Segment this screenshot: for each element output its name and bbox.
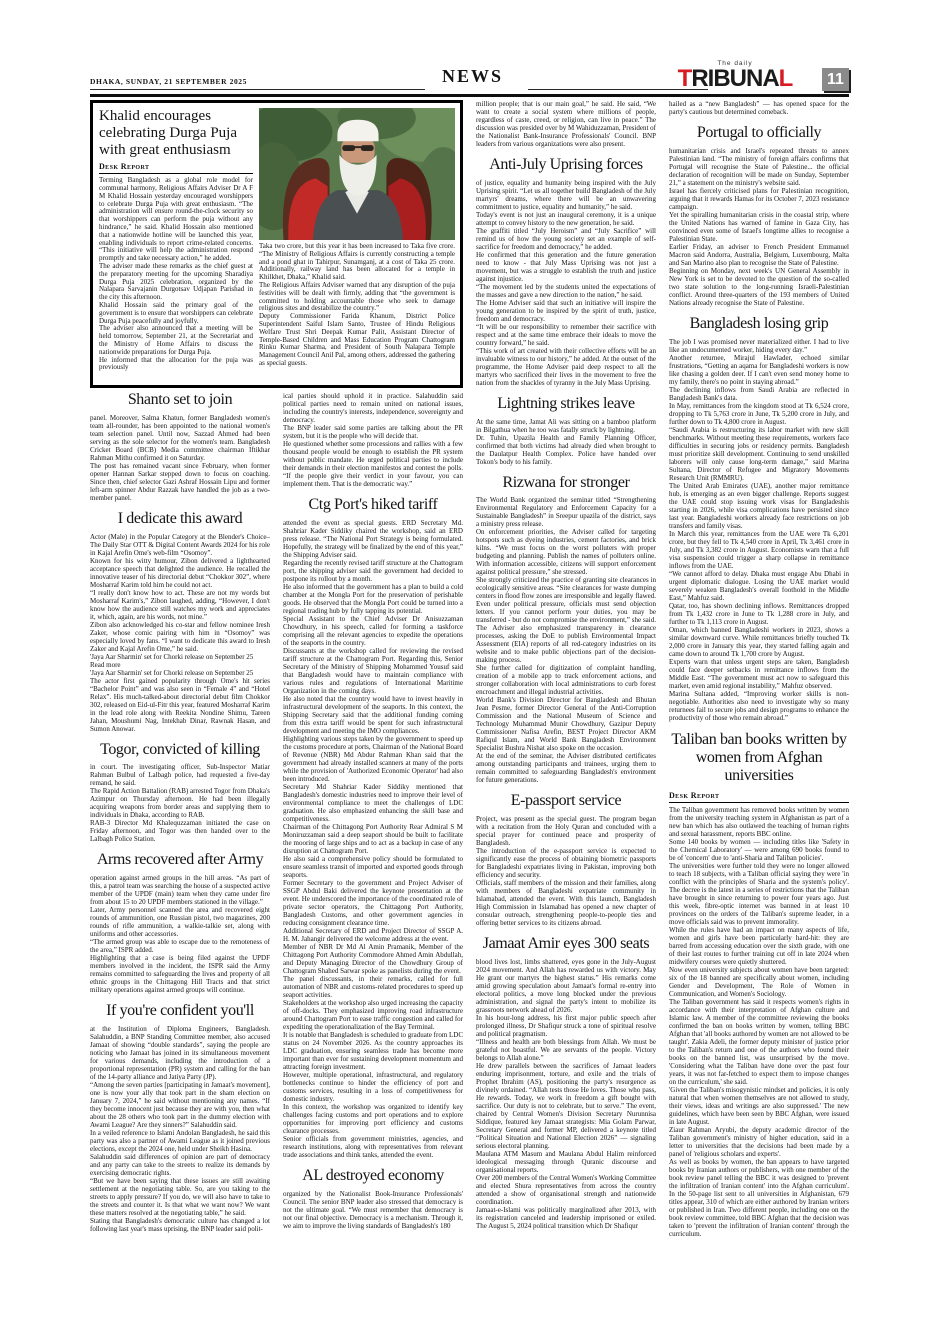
article-if-youre-confident (90, 1003, 270, 1233)
paragraph: Over 200 members of the Central Women's Working Committee and elected Shura representatives from across the country attended a show of organisational strength and nationwide coordination. (476, 1173, 656, 1206)
article-body (90, 1025, 270, 1233)
article-body (476, 815, 656, 927)
header-rule-left (90, 89, 425, 90)
paragraph: Jamaat-e-Islami was politically marginalized after 2013, with its registration canceled and leadership imprisoned or exiled. The August 5, 2024 political transition which Dr Shafiqur (476, 1205, 656, 1230)
headline: AL destroyed economy (302, 1166, 444, 1184)
paragraph: Terming Bangladesh as a global role model for communal harmony, Religious Affairs Adviser Dr A F M Khalid Hossain yesterday encouraged worshippers to celebrate Durga Puja with great enthusiasm. “The administration will ensure round-the-clock security so that worshippers can perform the puja without any hindrance,” he said. Khalid Hossain also mentioned that a nationwide hotline will be launched this year, enabling individuals to report crime-related concerns. “This initiative will help the administration respond promptly and take necessary action,” he added. (99, 176, 253, 263)
article-togor-convicted (90, 742, 270, 844)
paragraph: Today's event is not just an inaugural ceremony, it is a unique attempt to convey history to the new generation, he said. (476, 210, 656, 227)
paragraph: operation against armed groups in the hill areas. “As part of this, a patrol team was searching the house of a suspected active member of the UPDF (main) team when they came under fire from about 15 to 20 UPDF members stationed in the village.” (90, 874, 270, 907)
paragraph: World Bank's Division Director for Bangladesh and Bhutan Jean Pesme, former Director General of the Anti-Corruption Commission and the National Museum of Science and Technology Muhammad Munir Chowdhury, Gazipur Deputy Commissioner Nafisa Arefin, BEST Project Director AKM Rafiqul Islam, and World Bank Bangladesh Environment Specialist Bushra Nishat also spoke on the occasion. (476, 696, 656, 753)
paragraph: “I really don't know how to act. These are not my words but Mosharraf Karim's,” Zibon laughed, adding, “However, I don't know how the audience still watches my work and appreciates it, which, again, are his words, not mine.” (90, 588, 270, 621)
headline: I dedicate this award (117, 509, 243, 527)
headline: Arms recovered after Army (96, 851, 264, 869)
paragraph: In May, remittances from the kingdom stood at Tk 6,524 crore, dropping to Tk 5,763 crore in June, Tk 5,200 crore in July, and further down to Tk 4,800 crore in August. (669, 401, 849, 426)
paragraph: Experts warn that unless urgent steps are taken, Bangladesh could face deeper setbacks in remittance inflows from the Middle East. “The government must act now to safeguard this market, even amid regional instability,” Mahfuz observed. (669, 657, 849, 690)
adviser-portrait-photo (259, 108, 455, 240)
headline: If you're confident you'll (106, 1002, 254, 1020)
headline: Togor, convicted of killing (100, 740, 260, 758)
article-body (90, 533, 270, 733)
article-jamaat-amir-300-seats (476, 936, 656, 1230)
paragraph: While the rules have had an impact on many aspects of life, women and girls have been particularly hard-hit: they are barred from accessing education over the sixth grade, with one of their last routes to further training cut off in late 2024 when midwifery courses were quietly shuttered. (669, 925, 849, 966)
paragraph: Project, was present as the special guest. The program began with a recitation from the Holy Quran and concluded with a special prayer for continued peace and prosperity of Bangladesh. (476, 815, 656, 848)
page-number-badge: 11 (822, 68, 849, 91)
paragraph: The universities were further told they were no longer allowed to teach 18 subjects, with a Taliban official saying they were 'in conflict with the principles of Sharia and the system's policy'. The decree is the latest in a series of restrictions that the Taliban have brought in since returning to power four years ago. Just this week, fibre-optic internet was banned in at least 10 provinces on the orders of the Taliban's supreme leader, in a move officials said was to prevent immorality. (669, 861, 849, 926)
paragraph: Ziaur Rahman Aryubi, the deputy academic director of the Taliban government's ministry of higher education, said in a letter to universities that the decisions had been made by a panel of 'religious scholars and experts'. (669, 1125, 849, 1158)
paragraph: Highlighting various steps taken by the government to speed up the customs procedure at ports, Chairman of the National Board of Revenue (NBR) Md Abdur Rahman Khan said that the government had already installed scanners at many of the ports while the provision of 'Authorized Economic Operator' had also been introduced. (283, 734, 463, 783)
paragraph: The Taliban government has removed books written by women from the university teaching system in Afghanistan as part of a new ban which has also outlawed the teaching of human rights and sexual harassment, reports BBC online. (669, 805, 849, 838)
continuation-text (669, 100, 849, 116)
paragraph: panel. Moreover, Salma Khatun, former Bangladesh women's team all-rounder, has been appointed to the national women's team selection panel. Until now, Sazzad Ahmed had been serving as the sole selector for the women's team. Bangladesh Cricket Board (BCB) Media committee chairman Iftikhar Rahman Mithu confirmed it on Saturday. (90, 413, 270, 462)
paragraph: As well as books by women, the ban appears to have targeted books by Iranian authors or publishers, with one member of the book review panel telling the BBC it was designed to 'prevent the infiltration of Iranian content' into the Afghan curriculum'. In the 50-page list sent to all universities in Afghanistan, 679 titles appear, 310 of which are either authored by Iranian writers or published in Iran. Two different people, including one on the book review committee, told BBC Afghan that the decision was taken to 'prevent the infiltration of Iranian content' through the curriculum. (669, 1157, 849, 1238)
header-rule-thick (90, 94, 849, 97)
lead-article-right-column (259, 108, 455, 381)
paragraph: The BNP leader said some parties are talking about the PR system, but it is the people who will decide that. (283, 424, 463, 440)
paragraph: He questioned whether some processions and rallies with a few thousand people would be enough to establish the PR system without public mandate. He urged political parties to include their demands in their election manifestos and contest the polls. “If the people give their verdict in your favour, you can implement them. That is the democratic way.” (283, 440, 463, 488)
paragraph: Khalid Hossain said the primary goal of the government is to ensure that worshippers can celebrate Durga Puja peacefully and joyfully. (99, 301, 253, 325)
paragraph: She strongly criticized the practice of granting site clearances in ecologically sensitive areas. “Site clearances for waste dumping centers in flood flow zones are irresponsible and legally flawed. Even under political pressure, officials must send objection letters. If you cannot perform your duties, you may be transferred - but do not compromise the environment,” she said. The Adviser also emphasized transparency in clearance processes, asking the DoE to publish Environmental Impact Assessment (EIA) reports of all red-category industries on its website and to make public objections part of the decision-making process. (476, 576, 656, 665)
paragraph: He also informed that the government has a plan to build a cold chamber at the Mongla Port for the preservation of perishable goods. He observed that the Mongla Port could be turned into a regional trading hub by fully tapping its potential. (283, 582, 463, 615)
paragraph: Read more (90, 660, 121, 669)
paragraph: Yet the spiralling humanitarian crisis in the coastal strip, where the United Nations has warned of famine in Gaza City, has convinced even some of Israel's longtime allies to recognise a Palestinian State. (669, 210, 849, 243)
column-2 (283, 392, 463, 1322)
paragraph: Additional Secretary of ERD and Project Director of SSGP A. H. M. Jahangir delivered the welcome address at the event. (283, 926, 463, 943)
paragraph: The introduction of the e-passport service is expected to significantly ease the process of obtaining biometric passports for Bangladeshi expatriates living in Pakistan, improving both efficiency and security. (476, 847, 656, 880)
paragraph: Salahuddin said differences of opinion are part of democracy and any party can take to the streets to realize its demands by exercising democratic rights. (90, 1152, 270, 1177)
paragraph: 'Jaya Aar Sharmin' set for Chorki release on September 25 (90, 668, 254, 677)
paragraph: “It will be our responsibility to remember their sacrifice with respect and at the same time embrace their ideals to move the country forward,” he said. (476, 322, 656, 347)
paragraph: RAB-3 Director Md Khalequzzaman initiated the case on Friday afternoon, and Togor was then handed over to the Lalbagh Police Station. (90, 819, 270, 844)
article-body (283, 1190, 463, 1230)
masthead-letter-last: L (778, 65, 793, 92)
paragraph: “This work of art created with their collective efforts will be an invaluable witness to our history,” he added. At the outset of the programme, the Home Adviser paid deep respect to all the martyrs who sacrificed their lives in the movement to free the nation from the shackles of tyranny in the July Mass Uprising. (476, 346, 656, 387)
paragraph: The post has remained vacant since February, when former opener Hannan Sarkar stepped down to focus on coaching. Since then, chief selector Gazi Ashraf Hossain Lipu and former left-arm spinner Abdur Razzak have handled the job as a two-member panel. (90, 461, 270, 502)
paragraph: The World Bank organized the seminar titled “Strengthening Environmental Regulatory and Enforcement Capacity for a Sustainable Bangladesh” in Sreepur upazila of the district, says a ministry press release. (476, 496, 656, 529)
article-body (283, 519, 463, 1159)
paragraph: She further called for digitization of complaint handling, creation of a mobile app to track enforcement actions, and stronger collaboration with local administrations to curb forest encroachment and illegal industrial activities. (476, 664, 656, 697)
paragraph: Member of NBR Dr Md Al Amin Pramanik, Member of the Chittagong Port Authority Commodore Ahmed Amin Abdullah, and Deputy Managing Director of the Chowdhury Group of Chattogram Shahed Sarwar spoke as panelists during the event. (283, 942, 463, 975)
article-epassport-service (476, 793, 656, 927)
paragraph: Qatar, too, has shown declining inflows. Remittances dropped from Tk 1,432 crore in June to Tk 1,288 crore in July, and further to Tk 1,113 crore in August. (669, 601, 849, 626)
paragraph: In a veiled reference to Islami Andolan Bangladesh, he said this party was also a partner of Awami League as it joined previous elections, except the 2024 one, held under Sheikh Hasina. (90, 1128, 270, 1153)
masthead (655, 60, 815, 91)
paragraph: It is notable that Bangladesh is scheduled to graduate from LDC status on 24 November 2026. As the country approaches its LDC graduation, ensuring seamless trade has become more important than ever for sustaining development momentum and attracting foreign investment. (283, 1030, 463, 1071)
paragraph: Zibon also acknowledged his co-star and fellow nominee Iresh Zaker, whose comic pairing with him in “Osomoy” was especially loved by fans. “I want to dedicate this award to Iresh Zaker and Kajal Arefin Ome,” he said. (90, 620, 270, 653)
paragraph: The actor first gained popularity through Ome's hit series “Bachelor Point” and was also seen in “Female 4” and “Hotel Relax”. His much-talked-about directorial debut film Chokkor 302, released on Eid-ul-Fitr this year, featured Mosharraf Karim in the lead role along with Reekita Nondine Shimu, Tareen Jahan, Moushumi Nag, Intekhab Dinar, Rawnak Hasan, and Sumon Anowar. (90, 676, 270, 733)
paragraph: “Among the seven parties [participating in Jamaat's movement], one is now your ally that took part in the sham election on January 7, 2024,” he said without mentioning any names. “If they become innocent just because they are with you, then what about the 28 others who took part in the dummy election with Awami League? Are they sinners?” Salahuddin said. (90, 1080, 270, 1129)
paragraph: Later, Army personnel scanned the area and recovered eight rounds of ammunition, one Russian pistol, two magazines, 200 rounds of rifle ammunition, a walkie-talkie set, along with uniforms and other accessories. (90, 906, 270, 939)
paragraph: On enforcement priorities, the Adviser called for targeting hotspots such as dyeing industries, cement factories, and brick kilns. “We must focus on the worst polluters with proper budgeting and planning. Publish the names of polluters online. With information accessible, citizens will support enforcement against political pressure,” she stressed. (476, 528, 656, 577)
paragraph: attended the event as special guests. ERD Secretary Md. Shahriar Kader Siddiky chaired the workshop, said an ERD press release. “The National Port Strategy is being formulated. Hopefully, the strategy will be finalized by the end of this year,” the Shipping Adviser said. (283, 518, 463, 559)
paragraph: Another returnee, Mirajul Hawlader, echoed similar frustrations, “Getting an aqama for Bangladeshi workers is now like chasing a golden deer. If I can't even send money home to my family, there's no point in staying abroad.” (669, 353, 849, 386)
headline: E-passport service (510, 792, 622, 810)
article-portugal-recognise (669, 125, 849, 307)
article-shanto-set-to-join (90, 392, 270, 502)
paragraph: Senior officials from government ministries, agencies, and research institutions, along with representatives from relevant trade associations and think tanks, attended the event. (283, 1134, 463, 1159)
paragraph: in court. The investigating officer, Sub-Inspector Matiar Rahman Bulbul of Lalbagh police, had requested a five-day remand, he said. (90, 763, 270, 788)
lead-headline: Khalid encourages celebrating Durga Puja with great enthusiasm (99, 108, 238, 159)
paragraph: Known for his witty humour, Zibon delivered a lighthearted acceptance speech that delighted the audience. He recalled the innovative teaser of his directorial debut “Chokkor 302”, where Mosharraf Karim told him he could not act. (90, 556, 270, 589)
masthead-title (655, 67, 815, 91)
paragraph: hailed as a “new Bangladesh” — has opened space for the party's cautious but determined comeback. (669, 100, 849, 116)
paragraph: Stating that Bangladesh's democratic culture has changed a lot following last year's mass uprising, the BNP leader said polit- (90, 1216, 270, 1233)
paragraph: In March this year, remittances from the UAE were Tk 6,201 crore, but they fell to Tk 4,540 crore in April, Tk 3,461 crore in July, and Tk 3,382 crore in August. Economists warn that a full visa suspension could trigger a sharp collapse in remittance inflows from the UAE. (669, 529, 849, 570)
paragraph: Oman, which banned Bangladeshi workers in 2023, shows a similar downward curve. While remittances briefly touched Tk 2,000 crore in January this year, they started falling again and came down to around Tk 1,700 crore by August. (669, 625, 849, 658)
paragraph: Earlier Friday, an adviser to French President Emmanuel Macron said Andorra, Australia, Belgium, Luxembourg, Malta and San Marino also plan to recognise the State of Palestine. (669, 242, 849, 267)
article-arms-recovered (90, 852, 270, 994)
paragraph: million people; that is our main goal,” he said. He said, “We want to create a social system where millions of people, regardless of caste, creed, or religion, can live in peace.” The discussion was presided over by M Wahiduzzaman, President of the Nationalist Bank-Insurance Professionals' Council. BNP leaders from various organizations were also present. (476, 100, 656, 148)
paragraph: In his hour-long address, his first major public speech after prolonged illness, Dr Shafiqur struck a tone of spiritual resolve and political pragmatism. (476, 1013, 656, 1038)
continuation-text (283, 392, 463, 488)
dateline: DHAKA, SUNDAY, 21 SEPTEMBER 2025 (90, 77, 248, 86)
article-body (669, 147, 849, 307)
paragraph: He also noted that the country would have to invest heavily in infrastructural development of the seaports. In this context, the Shipping Secretary said that the additional funding coming from this extra tariff would be spent for such infrastructural development and meeting the IMO compliances. (283, 694, 463, 735)
article-body (476, 496, 656, 784)
headline: Lightning strikes leave (497, 394, 635, 412)
paragraph: at the Institution of Diploma Engineers, Bangladesh. Salahuddin, a BNP Standing Committee member, also accused Jamaat of showing “double standards”, saying the people are noticing who Jamaat has joined in its simultaneous movement for various demands, including the introduction of a proportional representation (PR) system and calling for the ban of the 14-party alliance and Jatiya Party (JP). (90, 1024, 270, 1081)
article-anti-july-uprising (476, 157, 656, 387)
article-body (669, 338, 849, 722)
headline: Portugal to officially (696, 124, 822, 141)
masthead-tagline: The daily (717, 60, 753, 67)
lead-article-left-column (99, 108, 253, 381)
article-body (476, 958, 656, 1230)
paragraph: “Illness and health are both blessings from Allah. We must be grateful not boastful. We are servants of the people. Victory belongs to Allah alone.” (476, 1037, 656, 1062)
headline: Rizwana for stronger (502, 473, 630, 491)
lead-body-right (259, 243, 455, 368)
article-taliban-ban-books (669, 731, 849, 1238)
paragraph: Taka two crore, but this year it has been increased to Taka five crore. “The Ministry of Religious Affairs is currently constructing a temple and a pond ghat in Tahirpur, Sunamganj, at a cost of Taka 25 crore. Additionally, railway land has been allocated for a temple in Khilkhet, Dhaka,” Khalid said. (259, 242, 455, 282)
paragraph: He informed that the allocation for the puja was previously (99, 355, 253, 372)
paragraph: He confirmed that this generation and the future generation need to know - that July Mass Uprising was not just a movement, but was a struggle to establish the truth and justice against injustice. (476, 250, 656, 283)
paragraph: Chairman of the Chittagong Port Authority Rear Admiral S M Moniruzzaman said a deep seaport should be built to facilitate the mooring of large ships and to act as a backup in case of any disruption at Chattogram Port. (283, 822, 463, 855)
paragraph: The United Arab Emirates (UAE), another major remittance hub, is emerging as an even bigger challenge. Reports suggest the UAE could stop issuing work visas for Bangladeshis starting in 2026, while visa complications have persisted since last year. Bangladeshi workers already face restrictions on job transfers and family visas. (669, 481, 849, 530)
paragraph: 'Given the Taliban's misogynistic mindset and policies, it is only natural that when women themselves are not allowed to study, their views, ideas and writings are also suppressed.' The new guidelines, which have been seen by BBC Afghan, were issued in late August. (669, 1085, 849, 1126)
paragraph: Regarding the recently revised tariff structure at the Chattogram port, the shipping adviser said the government had decided to postpone its rollout by a month. (283, 558, 463, 583)
paragraph: Special Assistant to the Chief Adviser Dr Anisuzzaman Chowdhury, in his speech, called for forming a taskforce comprising all the relevant agencies to expedite the operations of the seaports in the country. (283, 614, 463, 647)
lead-body-left (99, 177, 253, 372)
paragraph: “We cannot afford to delay. Dhaka must engage Abu Dhabi in urgent diplomatic dialogue. Losing the UAE market would severely weaken Bangladesh's overall foothold in the Middle East,” Mahfuz said. (669, 569, 849, 602)
headline: Ctg Port's hiked tariff (308, 496, 438, 513)
article-rizwana-for-stronger (476, 475, 656, 785)
masthead-letter-first: T (677, 65, 692, 92)
paragraph: Israel has fiercely criticised plans for Palestinian recognition, arguing that it rewards Hamas for its October 7, 2023 resistance campaign. (669, 186, 849, 211)
paragraph: “The movement led by the students united the expectations of the masses and gave a new direction to the nation,” he said. (476, 282, 656, 299)
paragraph: Some 140 books by women — including titles like 'Safety in the Chemical Laboratory' — were among 690 books found to be of 'concern' due to 'anti-Sharia and Taliban policies'. (669, 837, 849, 862)
paragraph: humanitarian crisis and Israel's repeated threats to annex Palestinian land. “The ministry of foreign affairs confirms that Portugal will recognise the State of Palestine... the official declaration of recognition will be made on Sunday, September 21,” a statement on the ministry's website said. (669, 146, 849, 187)
paragraph: Stakeholders at the workshop also urged increasing the capacity of off-docks. They emphasized improving road infrastructure around Chattogram Port to ease traffic congestion and called for expediting the operationalization of the Bay Terminal. (283, 998, 463, 1031)
paragraph: At the end of the seminar, the Adviser distributed certificates among outstanding participants and trainees, urging them to remain committed to safeguarding Bangladesh's environment for future generations. (476, 752, 656, 785)
paragraph: Discussants at the workshop called for reviewing the revised tariff structure at the Chattogram Port. Regarding this, Senior Secretary of the Ministry of Shipping Mohammed Yousuf said that Bangladesh would have to maintain compliance with various rules and regulations of International Maritime Organization in the coming days. (283, 646, 463, 695)
paragraph: Deputy Commissioner Farida Khanum, District Police Superintendent Saiful Islam Santo, Trustee of Hindu Religious Welfare Trust Shri Deepak Kumar Palit, Assistant Director of Temple-Based Children and Mass Education Program Chattogram Rinku Kumar Sharma, and President of South Nalapara Temple Management Council Anil Pal, among others, addressed the gathering as special guests. (259, 312, 455, 367)
paragraph: Maulana ATM Masum and Maulana Abdul Halim reinforced ideological messaging through Quranic discourse and organisational reports. (476, 1149, 656, 1174)
article-body (476, 179, 656, 387)
headline: Jamaat Amir eyes 300 seats (482, 935, 650, 953)
masthead-letters-mid: RIBUNA (691, 65, 779, 92)
paragraph: The Taliban government has said it respects women's rights in accordance with their interpretation of Afghan culture and Islamic law. A member of the committee reviewing the books confirmed the ban on books written by women, telling BBC Afghan that 'all books authored by women are not allowed to be taught'. Zakia Adeli, the former deputy minister of justice prior to the Taliban's return and one of the authors who found their books on the banned list, was unsurprised by the move. 'Considering what the Taliban have done over the past four years, it was not far-fetched to expect them to impose changes on the curriculum,' she said. (669, 997, 849, 1086)
paragraph: He also said a comprehensive policy should be formulated to ensure seamless transit of imported and exported goods through seaports. (283, 854, 463, 879)
paragraph: In this context, the workshop was organized to identify key challenges facing customs and port operations and to explore opportunities for improving port efficiency and customs clearance processes. (283, 1102, 463, 1135)
lead-article-box (90, 100, 463, 388)
paragraph: Secretary Md Shahriar Kader Siddiky mentioned that Bangladesh's domestic industries need to improve their level of environmental compliance to meet the challenges of LDC graduation. He also emphasized enhancing the skill base and competitiveness. (283, 782, 463, 823)
paragraph: The Home Adviser said that such an initiative will inspire the young generation to be inspired by the spirit of truth, justice, freedom and democracy. (476, 298, 656, 323)
paragraph: The graffiti titled “July Heroism” and “July Sacrifice” will remind us of how the young society set an example of self-sacrifice for freedom and democracy,” he added. (476, 226, 656, 251)
section-title: NEWS (441, 66, 503, 86)
paragraph: Beginning on Monday, next week's UN General Assembly in New York is set to be devoted to the question of the so-called two state solution to the long-running Israeli-Palestinian conflict. Around three-quarters of the 193 members of United Nations already recognise the State of Palestine. (669, 266, 849, 307)
paragraph: Now even university subjects about women have been targeted: six of the 18 banned are specifically about women, including Gender and Development, The Role of Women in Communication, and Women's Sociology. (669, 965, 849, 998)
paragraph: ical parties should uphold it in practice. Salahuddin said political parties need to remain united on national issues, including the country's interests, independence, sovereignty and democracy. (283, 392, 463, 424)
paragraph: Marina Sultana added, “Improving worker skills is non-negotiable. Authorities also need to investigate why so many returnees fail to secure jobs and design programs to enhance the productivity of those who remain abroad.” (669, 689, 849, 722)
paragraph: However, multiple operational, infrastructural, and regulatory bottlenecks continue to hinder the efficiency of port and customs services, resulting in a loss of competitiveness for domestic industry. (283, 1070, 463, 1103)
article-ctg-port-tariff (283, 497, 463, 1159)
lead-byline: Desk Report (99, 162, 253, 174)
article-lightning-strikes (476, 396, 656, 466)
paragraph: of justice, equality and humanity being inspired with the July Uprising spirit. “Let us all together build Bangladesh of the July martyrs' dreams, where there will be an unwavering commitment to justice, equality and humanity,” he said. (476, 178, 656, 211)
column-3 (476, 100, 656, 1326)
paragraph: The Rapid Action Battalion (RAB) arrested Togor from Dhaka's Azimpur on Thursday afternoon. He had been illegally acquiring weapons from border areas and supplying them to individuals in Dhaka, according to RAB. (90, 787, 270, 820)
paragraph: 'Jaya Aar Sharmin' set for Chorki release on September 25 (90, 652, 254, 661)
column-1 (90, 392, 270, 1322)
paragraph: The panel discussants, in their remarks, called for full automation of NBR and customs-related procedures to speed up seaport activities. (283, 974, 463, 999)
paragraph: Highlighting that a case is being filed against the UPDF members involved in the incident, the ISPR said the Army remains committed to safeguarding the lives and property of all ethnic groups in the Chittagong Hill Tracts and that strict military operations against armed groups will continue. (90, 954, 270, 995)
paragraph: Former Secretary to the government and Project Adviser of SSGP Abdul Baki delivered the keynote presentation at the event. He underscored the importance of the coordinated role of private sector operators, the Chittagong Port Authority, Bangladesh Customs, and other government agencies in reducing consignment clearance time. (283, 878, 463, 927)
article-i-dedicate-this-award (90, 511, 270, 733)
article-body (90, 414, 270, 502)
paragraph: The adviser made these remarks as the chief guest at the preparatory meeting for the upcoming Sharadiya Durga Puja 2025 celebration, organized by the Nalapara Sarvajanin Durgotsav Udjapan Parishad in the city this afternoon. (99, 262, 253, 302)
paragraph: The declining inflows from Saudi Arabia are reflected in Bangladesh Bank's data. (669, 385, 849, 402)
paragraph: “Saudi Arabia is restructuring its labor market with new skill benchmarks. Without meeting these requirements, workers face difficulties in securing jobs or residency permits. Bangladesh must prioritize skill development. Continuing to send unskilled laborers will only cause long-term damage,” said Marina Sultana, Director of Refugee and Migratory Movements Research Unit (RMMRU). (669, 425, 849, 482)
paragraph: The job I was promised never materialized either. I had to live like an undocumented worker, hiding every day.” (669, 337, 849, 354)
article-body (669, 806, 849, 1238)
paragraph: “But we have been saying that these issues are still awaiting settlement at the negotiating table. So, are you taking to the streets to apply pressure? If you do, we will also have to take to the streets and counter it. Is that what we want now? We want these matters resolved at the negotiating table,” he said. (90, 1176, 270, 1217)
paragraph: The adviser also announced that a meeting will be held tomorrow, September 21, at the Secretariat and the Ministry of Home Affairs to discuss the nationwide preparations for Durga Puja. (99, 324, 253, 356)
paragraph: organized by the Nationalist Book-Insurance Professionals' Council. The senior BNP leader also stressed that democracy is not the ultimate goal. “We must remember that democracy is not our final objective. Democracy is a mechanism. Through it, we aim to improve the living standards of Bangladesh's 180 (283, 1189, 463, 1230)
headline: Bangladesh losing grip (689, 314, 829, 332)
paragraph: The Religious Affairs Adviser warned that any disruption of the puja festivities will be dealt with firmly, adding that “the government is committed to holding accountable those who seek to damage religious sites and destabilize the country.” (259, 280, 455, 313)
article-body (476, 418, 656, 466)
headline: Shanto set to join (127, 392, 233, 408)
column-4 (669, 100, 849, 1326)
paragraph: “The armed group was able to escape due to the remoteness of the area,” ISPR added. (90, 938, 270, 955)
paragraph: Officials, staff members of the mission and their families, along with members of Bangladeshi expatriate community in Islamabad, attended the event. With this launch, Bangladesh High Commission in Islamabad has opened a new chapter of consular outreach, strengthening people-to-people ties and offering better services to its citizens abroad. (476, 879, 656, 928)
paragraph: Dr. Tuhin, Upazila Health and Family Planning Officer, confirmed that both victims had already died when brought to the Daulatpur Health Complex. Police have handed over Tokon's body to his family. (476, 433, 656, 466)
paragraph: At the same time, Jamat Ali was sitting on a bamboo platform in Bilgathua when he too was fatally struck by lightning. (476, 417, 656, 434)
paragraph: Actor (Male) in the Popular Category at the Blender's Choice–The Daily Star OTT & Digital Content Awards 2024 for his role in Kajal Arefin Ome's web-film “Osomoy”. (90, 532, 270, 557)
article-body (90, 874, 270, 994)
article-al-destroyed-economy (283, 1168, 463, 1230)
paragraph: blood lives lost, limbs shattered, eyes gone in the July-August 2024 movement. And Allah has rewarded us with victory. May He grant our martyrs the highest status.” His remarks come amid growing speculation about Jamaat's formal re-entry into electoral politics, a move long blocked under the previous administration, and signal the party's intent to mobilize its grassroots network ahead of 2026. (476, 957, 656, 1014)
paragraph: He drew parallels between the sacrifices of Jamaat leaders enduring imprisonment, torture, and exile and the trials of Prophet Ibrahim (AS), positioning the party's resurgence as divinely ordained. “Allah tests those He loves. Those who pass, He rewards. Today, we work in freedom a gift bought with sacrifice. Our duty is not to celebrate, but to serve.” The event, chaired by Central Women's Division Secretary Nurunnisa Siddique, featured key Jamaat strategists: Mia Golam Parwar, Secretary General and former MP, delivered a keynote titled “Political Situation and National Election 2026” — signaling serious electoral planning. (476, 1061, 656, 1150)
article-bangladesh-losing-grip (669, 316, 849, 722)
byline: Desk Report (669, 791, 849, 803)
article-body (90, 763, 270, 843)
headline: Anti-July Uprising forces (489, 156, 643, 173)
continuation-text (476, 100, 656, 148)
headline: Taliban ban books written by women from Afghan universities (671, 730, 847, 785)
